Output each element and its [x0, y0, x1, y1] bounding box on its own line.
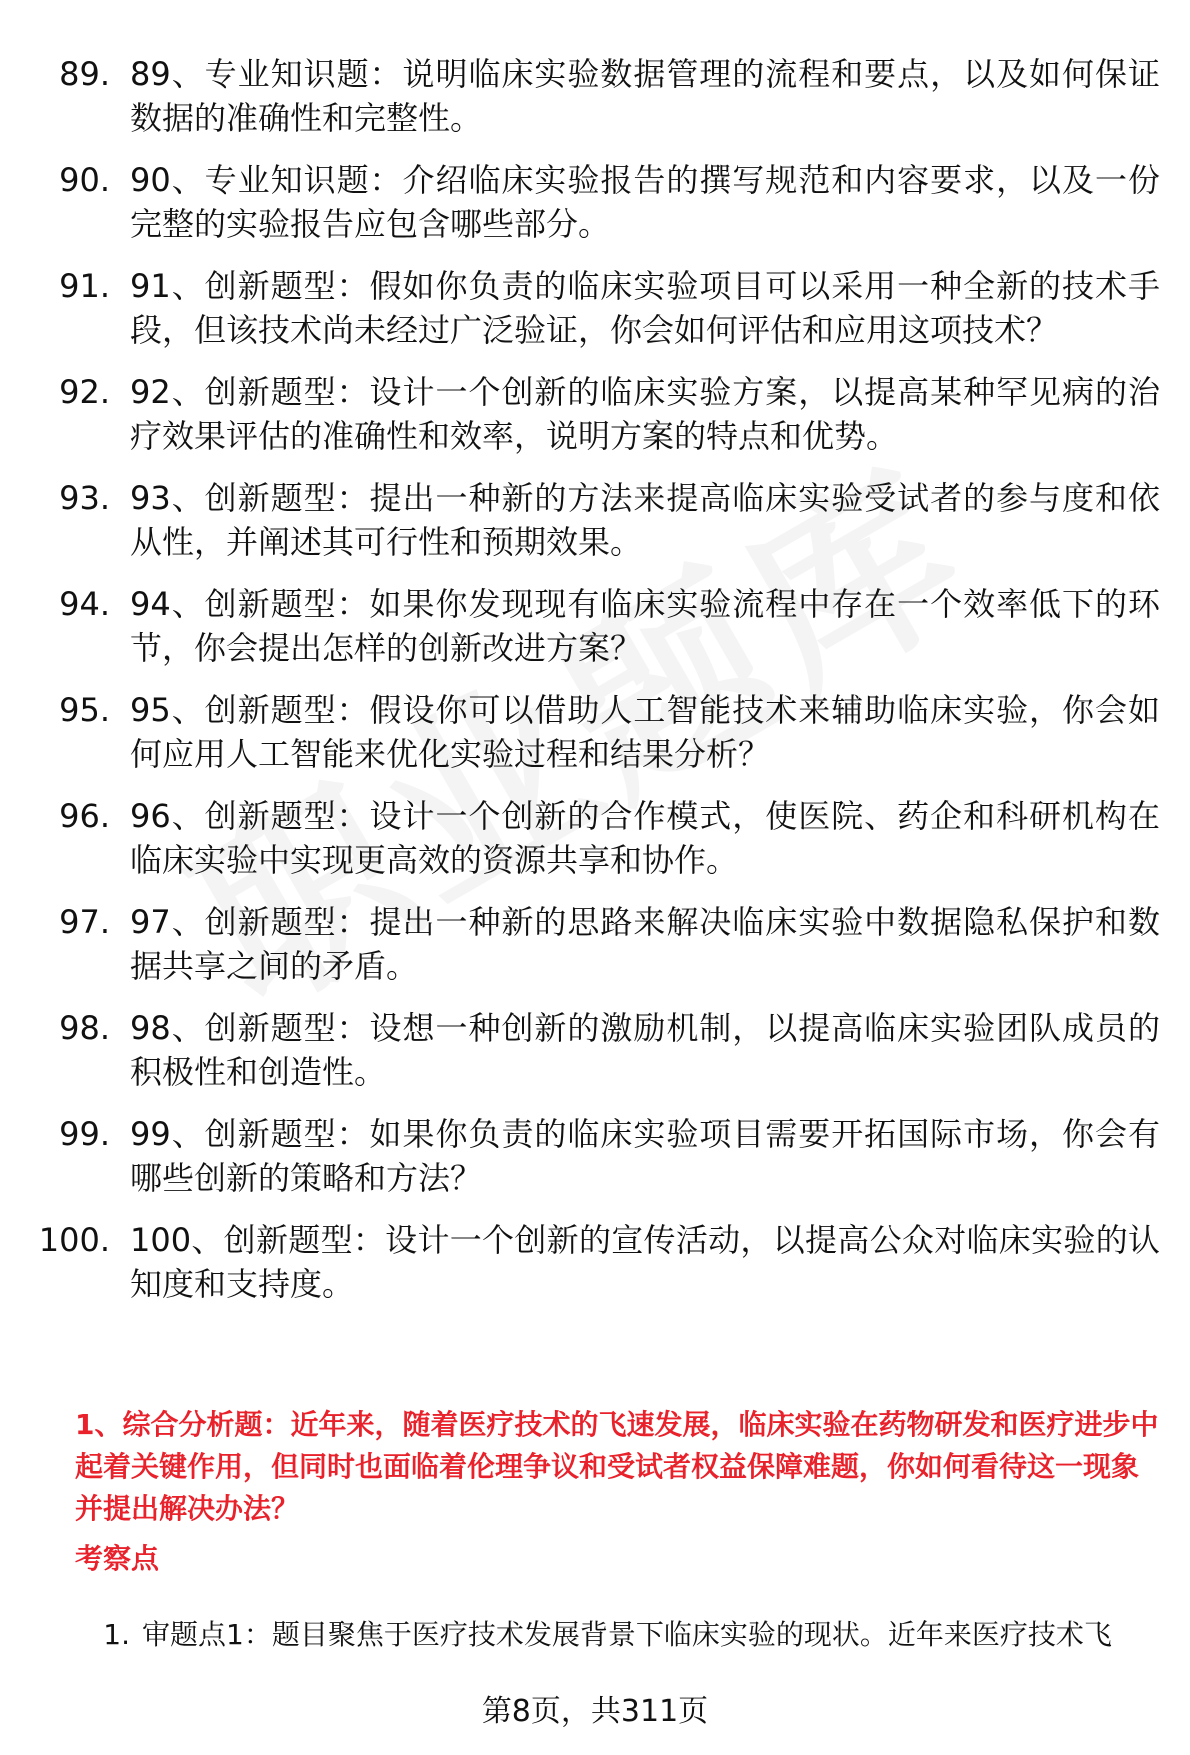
question-number: 99.: [59, 1115, 110, 1153]
list-item: [0, 158, 1190, 246]
question-text: 92、创新题型：设计一个创新的临床实验方案，以提高某种罕见病的治疗效果评估的准确性和效率，说明方案的特点和优势。: [130, 373, 1160, 455]
question-text: 97、创新题型：提出一种新的思路来解决临床实验中数据隐私保护和数据共享之间的矛盾。: [130, 903, 1160, 985]
question-number: 98.: [59, 1009, 110, 1047]
list-item: [0, 476, 1190, 564]
question-number: 95.: [59, 691, 110, 729]
question-text: 91、创新题型：假如你负责的临床实验项目可以采用一种全新的技术手段，但该技术尚未经过广泛验证，你会如何评估和应用这项技术？: [130, 267, 1160, 349]
list-item: [0, 900, 1190, 988]
list-item: [0, 1112, 1190, 1200]
question-text: 99、创新题型：如果你负责的临床实验项目需要开拓国际市场，你会有哪些创新的策略和方法？: [130, 1115, 1160, 1197]
list-item: [0, 1218, 1190, 1306]
question-number: 93.: [59, 479, 110, 517]
question-text: 98、创新题型：设想一种创新的激励机制，以提高临床实验团队成员的积极性和创造性。: [130, 1009, 1160, 1091]
question-text: 90、专业知识题：介绍临床实验报告的撰写规范和内容要求，以及一份完整的实验报告应包含哪些部分。: [130, 161, 1160, 243]
question-number: 100.: [38, 1221, 110, 1259]
list-item: [0, 1006, 1190, 1094]
question-text: 89、专业知识题：说明临床实验数据管理的流程和要点，以及如何保证数据的准确性和完整性。: [130, 55, 1160, 137]
list-item: [0, 794, 1190, 882]
question-number: 97.: [59, 903, 110, 941]
question-number: 92.: [59, 373, 110, 411]
question-text: 96、创新题型：设计一个创新的合作模式，使医院、药企和科研机构在临床实验中实现更高效的资源共享和协作。: [130, 797, 1160, 879]
question-list: [0, 52, 1190, 1324]
page-footer: 第8页，共311页: [481, 1694, 709, 1729]
question-number: 96.: [59, 797, 110, 835]
analysis-point: [80, 1614, 1170, 1656]
question-text: 93、创新题型：提出一种新的方法来提高临床实验受试者的参与度和依从性，并阐述其可行性和预期效果。: [130, 479, 1160, 561]
list-item: [0, 264, 1190, 352]
point-text: 审题点1：题目聚焦于医疗技术发展背景下临床实验的现状。近年来医疗技术飞: [142, 1618, 1112, 1651]
question-number: 90.: [59, 161, 110, 199]
analysis-question-title: 1、综合分析题：近年来，随着医疗技术的飞速发展，临床实验在药物研发和医疗进步中起着关键作用，但同时也面临着伦理争议和受试者权益保障难题，你如何看待这一现象并提出解决办法？: [75, 1408, 1159, 1525]
list-item: [0, 582, 1190, 670]
list-item: [0, 370, 1190, 458]
list-item: [0, 52, 1190, 140]
question-number: 89.: [59, 55, 110, 93]
question-text: 95、创新题型：假设你可以借助人工智能技术来辅助临床实验，你会如何应用人工智能来优化实验过程和结果分析？: [130, 691, 1160, 773]
question-number: 91.: [59, 267, 110, 305]
list-item: [0, 688, 1190, 776]
question-text: 94、创新题型：如果你发现现有临床实验流程中存在一个效率低下的环节，你会提出怎样的创新改进方案？: [130, 585, 1160, 667]
point-number: 1.: [103, 1618, 130, 1651]
section-subheading: 考察点: [75, 1542, 160, 1575]
question-text: 100、创新题型：设计一个创新的宣传活动，以提高公众对临床实验的认知度和支持度。: [130, 1221, 1160, 1303]
question-number: 94.: [59, 585, 110, 623]
